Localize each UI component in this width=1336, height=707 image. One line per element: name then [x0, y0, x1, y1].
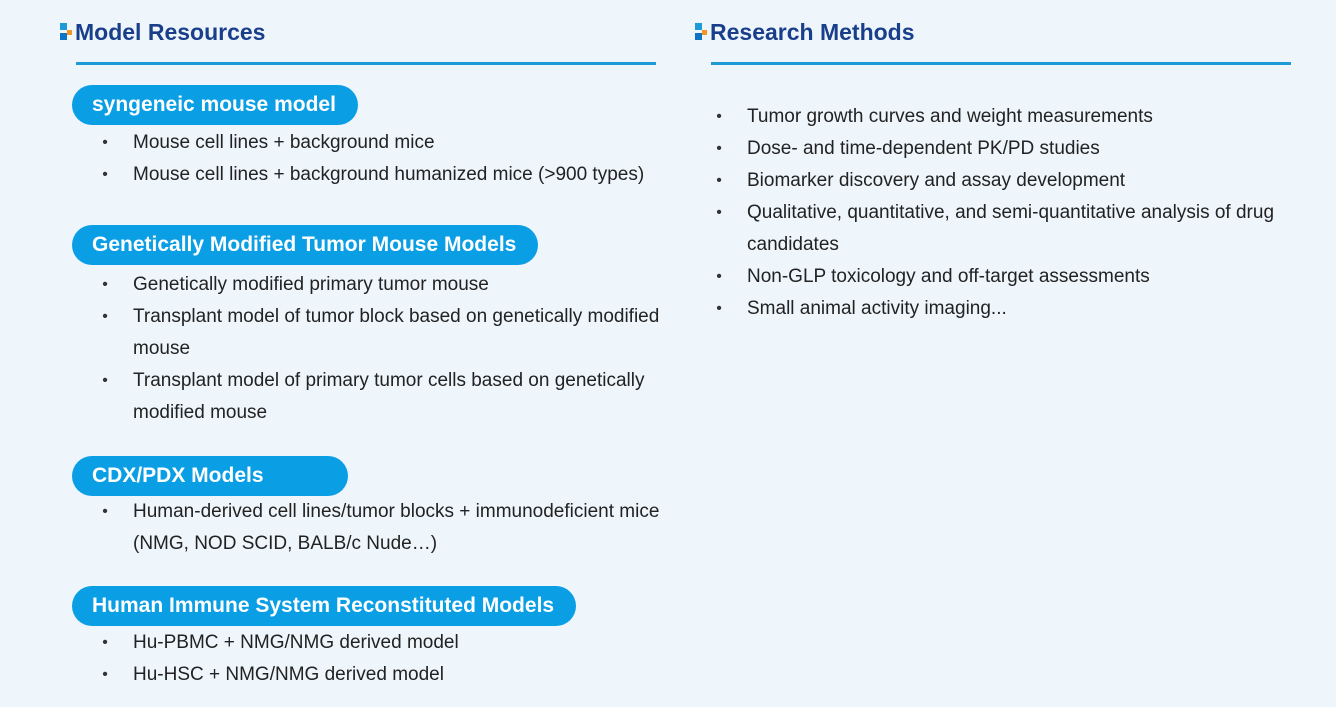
section-divider [711, 62, 1291, 65]
list-item: • Genetically modified primary tumor mouse [98, 269, 678, 301]
list-item: • Hu-HSC + NMG/NMG derived model [98, 659, 678, 691]
model-category-pill: syngeneic mouse model [72, 85, 358, 125]
bullet-icon: • [716, 140, 722, 157]
research-method-list [712, 101, 1282, 325]
list-item: • Human-derived cell lines/tumor blocks + immunodeficient mice (NMG, NOD SCID, BALB/c Nude…) [98, 496, 678, 560]
list-item: • Dose- and time-dependent PK/PD studies [712, 133, 1282, 165]
bullet-icon: • [102, 134, 108, 151]
model-category-pill: CDX/PDX Models [72, 456, 348, 496]
list-item: • Non-GLP toxicology and off-target assessments [712, 261, 1282, 293]
model-item-list [98, 269, 678, 429]
model-resources-header [58, 17, 265, 47]
bullet-icon: • [102, 634, 108, 651]
list-item: • Qualitative, quantitative, and semi-quantitative analysis of drug candidates [712, 197, 1282, 261]
bullet-icon: • [102, 276, 108, 293]
bullet-icon: • [716, 204, 722, 221]
bullet-icon: • [716, 172, 722, 189]
list-item: • Hu-PBMC + NMG/NMG derived model [98, 627, 678, 659]
list-item: • Biomarker discovery and assay development [712, 165, 1282, 197]
model-item-list [98, 127, 678, 191]
list-item: • Mouse cell lines + background humanized mice (>900 types) [98, 159, 678, 191]
research-methods-header [693, 17, 915, 47]
bullet-icon: • [102, 308, 108, 325]
list-item: • Transplant model of tumor block based on genetically modified mouse [98, 301, 678, 365]
bullet-icon: • [102, 372, 108, 389]
bullet-icon: • [102, 666, 108, 683]
brand-squares-icon [58, 22, 72, 42]
bullet-icon: • [716, 300, 722, 317]
bullet-icon: • [716, 108, 722, 125]
list-item: • Small animal activity imaging... [712, 293, 1282, 325]
bullet-icon: • [102, 166, 108, 183]
list-item: • Transplant model of primary tumor cells based on genetically modified mouse [98, 365, 678, 429]
list-item: • Mouse cell lines + background mice [98, 127, 678, 159]
list-item: • Tumor growth curves and weight measurements [712, 101, 1282, 133]
model-category-pill: Genetically Modified Tumor Mouse Models [72, 225, 538, 265]
brand-squares-icon [693, 22, 707, 42]
model-category-pill: Human Immune System Reconstituted Models [72, 586, 576, 626]
section-divider [76, 62, 656, 65]
model-item-list [98, 627, 678, 691]
bullet-icon: • [102, 503, 108, 520]
bullet-icon: • [716, 268, 722, 285]
model-item-list [98, 496, 678, 560]
section-title: Research Methods [710, 18, 915, 45]
section-title: Model Resources [75, 18, 266, 45]
